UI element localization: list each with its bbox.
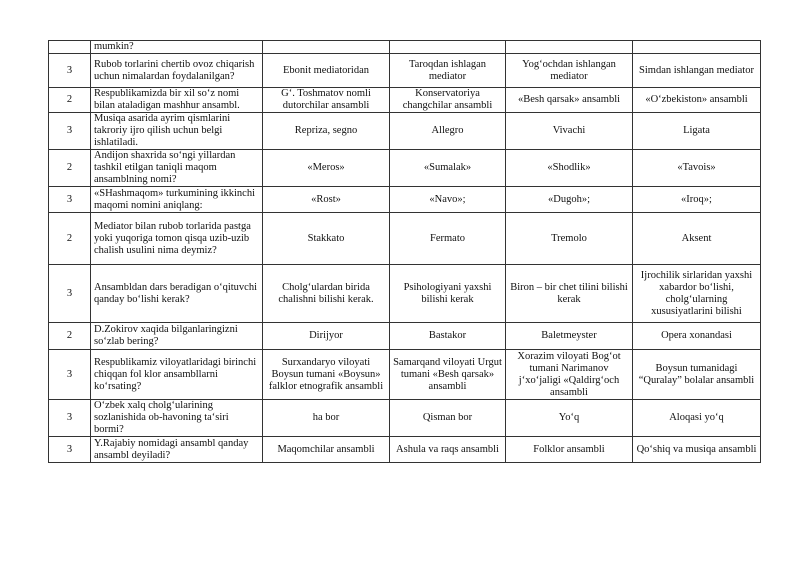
question-cell: Respublikamiz viloyatlaridagi birinchi chiqqan fol klor ansambllarni koʻrsating?: [91, 350, 263, 400]
option-cell: Yogʻochdan ishlangan mediator: [506, 54, 633, 88]
points-cell: 3: [49, 400, 91, 437]
option-cell: Ebonit mediatoridan: [263, 54, 390, 88]
option-cell: Samarqand viloyati Urgut tumani «Besh qarsak» ansambli: [390, 350, 506, 400]
option-cell: Surxandaryo viloyati Boysun tumani «Boysun» falklor etnografik ansambli: [263, 350, 390, 400]
points-cell: 3: [49, 265, 91, 323]
option-cell: Cholgʻulardan birida chalishni bilishi kerak.: [263, 265, 390, 323]
option-cell: Qisman bor: [390, 400, 506, 437]
option-cell: Bastakor: [390, 323, 506, 350]
option-cell: «Iroq»;: [633, 187, 761, 213]
points-cell: 3: [49, 437, 91, 463]
table-row: [49, 113, 761, 150]
points-cell: 2: [49, 88, 91, 113]
option-cell: «Besh qarsak» ansambli: [506, 88, 633, 113]
option-cell: Stakkato: [263, 213, 390, 265]
option-cell: Maqomchilar ansambli: [263, 437, 390, 463]
option-cell: «Navo»;: [390, 187, 506, 213]
option-cell: «Oʻzbekiston» ansambli: [633, 88, 761, 113]
points-cell: 2: [49, 323, 91, 350]
option-cell: Tremolo: [506, 213, 633, 265]
points-cell: 2: [49, 150, 91, 187]
question-cell: Ansambldan dars beradigan oʻqituvchi qanday boʻlishi kerak?: [91, 265, 263, 323]
points-cell: 2: [49, 213, 91, 265]
table-row: [49, 265, 761, 323]
option-cell: Repriza, segno: [263, 113, 390, 150]
option-cell: [633, 41, 761, 54]
option-cell: Folklor ansambli: [506, 437, 633, 463]
option-cell: Qoʻshiq va musiqa ansambli: [633, 437, 761, 463]
option-cell: «Sumalak»: [390, 150, 506, 187]
questions-table: [48, 40, 761, 463]
option-cell: [390, 41, 506, 54]
option-cell: Ijrochilik sirlaridan yaxshi xabardor boʻlishi, cholgʻularning xususiyatlarini bilishi: [633, 265, 761, 323]
question-cell: D.Zokirov xaqida bilganlaringizni soʻzlab bering?: [91, 323, 263, 350]
option-cell: Konservatoriya changchilar ansambli: [390, 88, 506, 113]
question-cell: mumkin?: [91, 41, 263, 54]
table-row: [49, 41, 761, 54]
option-cell: Psihologiyani yaxshi bilishi kerak: [390, 265, 506, 323]
table-row: [49, 150, 761, 187]
question-cell: Y.Rajabiy nomidagi ansambl qanday ansambl deyiladi?: [91, 437, 263, 463]
table-row: [49, 437, 761, 463]
question-cell: Musiqa asarida ayrim qismlarini takroriy ijro qilish uchun belgi ishlatiladi.: [91, 113, 263, 150]
option-cell: [506, 41, 633, 54]
option-cell: Aloqasi yoʻq: [633, 400, 761, 437]
table-row: [49, 213, 761, 265]
question-cell: Respublikamizda bir xil soʻz nomi bilan ataladigan mashhur ansambl.: [91, 88, 263, 113]
option-cell: Taroqdan ishlagan mediator: [390, 54, 506, 88]
table-row: [49, 323, 761, 350]
question-cell: Mediator bilan rubob torlarida pastga yoki yuqoriga tomon qisqa uzib-uzib chalish usulini nima deymiz?: [91, 213, 263, 265]
option-cell: «Shodlik»: [506, 150, 633, 187]
option-cell: Dirijyor: [263, 323, 390, 350]
option-cell: Allegro: [390, 113, 506, 150]
points-cell: 3: [49, 113, 91, 150]
option-cell: Opera xonandasi: [633, 323, 761, 350]
table-row: [49, 400, 761, 437]
table-row: [49, 88, 761, 113]
option-cell: Simdan ishlangan mediator: [633, 54, 761, 88]
option-cell: Vivachi: [506, 113, 633, 150]
question-cell: «SHashmaqom» turkumining ikkinchi maqomi nomini aniqlang:: [91, 187, 263, 213]
question-cell: Rubob torlarini chertib ovoz chiqarish uchun nimalardan foydalanilgan?: [91, 54, 263, 88]
points-cell: 3: [49, 187, 91, 213]
option-cell: «Rost»: [263, 187, 390, 213]
option-cell: Yoʻq: [506, 400, 633, 437]
option-cell: Ashula va raqs ansambli: [390, 437, 506, 463]
points-cell: 3: [49, 54, 91, 88]
option-cell: Fermato: [390, 213, 506, 265]
option-cell: ha bor: [263, 400, 390, 437]
option-cell: [263, 41, 390, 54]
table-row: [49, 187, 761, 213]
option-cell: Ligata: [633, 113, 761, 150]
option-cell: Boysun tumanidagi “Quralay” bolalar ansambli: [633, 350, 761, 400]
option-cell: Gʻ. Toshmatov nomli dutorchilar ansambli: [263, 88, 390, 113]
option-cell: Xorazim viloyati Bogʻot tumani Narimanov jʻxoʻjaligi «Qaldirgʻoch ansambli: [506, 350, 633, 400]
question-cell: Oʻzbek xalq cholgʻularining sozlanishida ob-havoning taʻsiri bormi?: [91, 400, 263, 437]
points-cell: [49, 41, 91, 54]
option-cell: Aksent: [633, 213, 761, 265]
option-cell: «Dugoh»;: [506, 187, 633, 213]
option-cell: «Tavois»: [633, 150, 761, 187]
table-row: [49, 350, 761, 400]
option-cell: Baletmeyster: [506, 323, 633, 350]
option-cell: «Meros»: [263, 150, 390, 187]
option-cell: Biron – bir chet tilini bilishi kerak: [506, 265, 633, 323]
points-cell: 3: [49, 350, 91, 400]
question-cell: Andijon shaxrida soʻngi yillardan tashkil etilgan taniqli maqom ansamblning nomi?: [91, 150, 263, 187]
table-row: [49, 54, 761, 88]
